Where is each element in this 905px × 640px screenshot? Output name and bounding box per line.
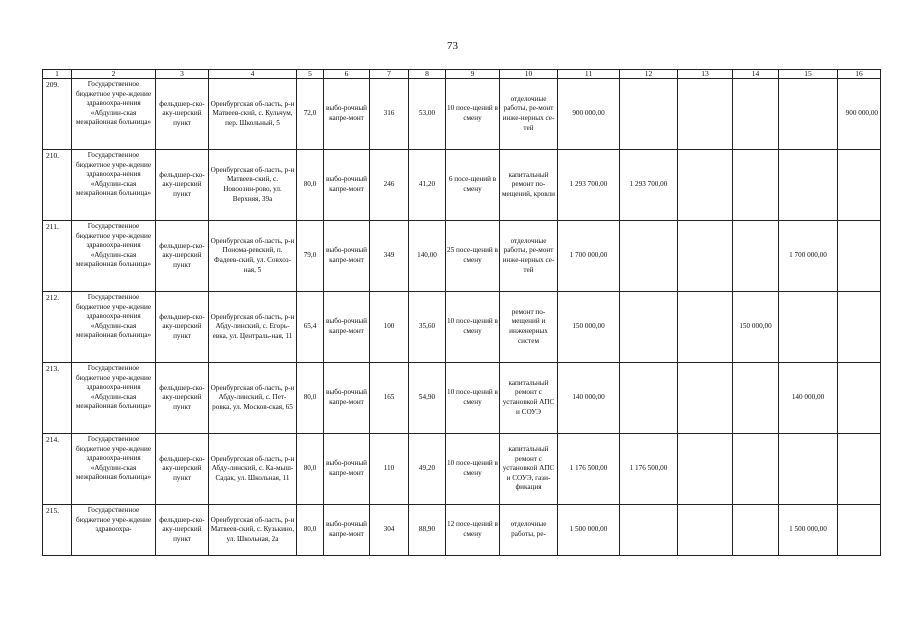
col-16 xyxy=(838,292,881,363)
page-number: 73 xyxy=(447,40,458,52)
work-description: капитальный ремонт с установкой АПС и СОУЭ xyxy=(500,363,558,434)
col-7: 316 xyxy=(370,79,409,150)
table-row xyxy=(43,221,881,292)
total-cost: 900 000,00 xyxy=(558,79,620,150)
col-15: 1 500 000,00 xyxy=(779,505,838,556)
repair-type: выбо-рочный капре-монт xyxy=(324,79,370,150)
table-row xyxy=(43,79,881,150)
total-cost: 140 000,00 xyxy=(558,363,620,434)
total-cost: 150 000,00 xyxy=(558,292,620,363)
repair-type: выбо-рочный капре-монт xyxy=(324,505,370,556)
col-16: 900 000,00 xyxy=(838,79,881,150)
facility-type: фельдшер-ско-аку-шерский пункт xyxy=(156,505,209,556)
area: 80,0 xyxy=(297,363,324,434)
organization-name: Государственное бюджетное учре-ждение здравоохра-нения «Абдулин-ская межрайонная больница» xyxy=(72,79,156,150)
table-row xyxy=(43,292,881,363)
col-16 xyxy=(838,434,881,505)
repair-type: выбо-рочный капре-монт xyxy=(324,434,370,505)
col-7: 246 xyxy=(370,150,409,221)
column-number: 2 xyxy=(72,70,156,79)
organization-name: Государственное бюджетное учре-ждение здравоохра-нения «Абдулин-ская межрайонная больница» xyxy=(72,150,156,221)
work-description: отделочные работы, ре- xyxy=(500,505,558,556)
organization-name: Государственное бюджетное учре-ждение здравоохра-нения «Абдулин-ская межрайонная больница» xyxy=(72,221,156,292)
address: Оренбургская об-ласть, р-н Матвеев-ский, с. Кузькино, ул. Школьная, 2а xyxy=(209,505,297,556)
col-15: 140 000,00 xyxy=(779,363,838,434)
organization-name: Государственное бюджетное учре-ждение здравоохра-нения «Абдулин-ская межрайонная больница» xyxy=(72,292,156,363)
column-number: 10 xyxy=(500,70,558,79)
column-number: 12 xyxy=(620,70,678,79)
col-8: 54,90 xyxy=(409,363,446,434)
row-number: 210. xyxy=(43,150,72,221)
address: Оренбургская об-ласть, р-н Абду-линский, с. Егорь-евка, ул. Централь-ная, 11 xyxy=(209,292,297,363)
table-row xyxy=(43,363,881,434)
col-15 xyxy=(779,434,838,505)
facility-type: фельдшер-ско-аку-шерский пункт xyxy=(156,79,209,150)
col-8: 88,90 xyxy=(409,505,446,556)
total-cost: 1 500 000,00 xyxy=(558,505,620,556)
column-number: 14 xyxy=(733,70,779,79)
column-number: 9 xyxy=(446,70,500,79)
area: 65,4 xyxy=(297,292,324,363)
column-number: 4 xyxy=(209,70,297,79)
col-14 xyxy=(733,505,779,556)
col-15: 1 700 000,00 xyxy=(779,221,838,292)
col-12 xyxy=(620,363,678,434)
col-16 xyxy=(838,363,881,434)
total-cost: 1 176 500,00 xyxy=(558,434,620,505)
area: 80,0 xyxy=(297,505,324,556)
row-number: 213. xyxy=(43,363,72,434)
col-12: 1 293 700,00 xyxy=(620,150,678,221)
area: 80,0 xyxy=(297,150,324,221)
repair-type: выбо-рочный капре-монт xyxy=(324,150,370,221)
column-number: 8 xyxy=(409,70,446,79)
col-14: 150 000,00 xyxy=(733,292,779,363)
col-12 xyxy=(620,505,678,556)
visits-per-shift: 25 посе-щений в смену xyxy=(446,221,500,292)
column-number: 3 xyxy=(156,70,209,79)
col-13 xyxy=(678,292,733,363)
address: Оренбургская об-ласть, р-н Пономa-ревский, п. Фадеев-ский, ул. Совхоз-ная, 5 xyxy=(209,221,297,292)
register-table xyxy=(42,69,881,556)
col-14 xyxy=(733,434,779,505)
col-13 xyxy=(678,363,733,434)
visits-per-shift: 10 посе-щений в смену xyxy=(446,79,500,150)
organization-name: Государственное бюджетное учре-ждение здравоохра-нения «Абдулин-ская межрайонная больница» xyxy=(72,434,156,505)
column-number: 1 xyxy=(43,70,72,79)
address: Оренбургская об-ласть, р-н Абду-линский, с. Пет-ровка, ул. Москов-ская, 65 xyxy=(209,363,297,434)
column-number: 13 xyxy=(678,70,733,79)
organization-name: Государственное бюджетное учре-ждение здравоохра- xyxy=(72,505,156,556)
visits-per-shift: 6 посе-щений в смену xyxy=(446,150,500,221)
col-13 xyxy=(678,79,733,150)
repair-type: выбо-рочный капре-монт xyxy=(324,363,370,434)
row-number: 212. xyxy=(43,292,72,363)
facility-type: фельдшер-ско-аку-шерский пункт xyxy=(156,292,209,363)
col-7: 304 xyxy=(370,505,409,556)
address: Оренбургская об-ласть, р-н Абду-линский, с. Ка-мыш-Садак, ул. Школьная, 11 xyxy=(209,434,297,505)
work-description: отделочные работы, ре-монт инже-нерных се-тей xyxy=(500,221,558,292)
total-cost: 1 293 700,00 xyxy=(558,150,620,221)
col-16 xyxy=(838,505,881,556)
repair-type: выбо-рочный капре-монт xyxy=(324,221,370,292)
col-15 xyxy=(779,79,838,150)
col-13 xyxy=(678,434,733,505)
row-number: 211. xyxy=(43,221,72,292)
address: Оренбургская об-ласть, р-н Матвеев-ский, с. Кульчум, пер. Школьный, 5 xyxy=(209,79,297,150)
col-14 xyxy=(733,221,779,292)
address: Оренбургская об-ласть, р-н Матвеев-ский, с. Новоозин-рово, ул. Верхняя, 39а xyxy=(209,150,297,221)
column-number: 15 xyxy=(779,70,838,79)
col-15 xyxy=(779,292,838,363)
col-14 xyxy=(733,79,779,150)
visits-per-shift: 12 посе-щений в смену xyxy=(446,505,500,556)
facility-type: фельдшер-ско-аку-шерский пункт xyxy=(156,363,209,434)
repair-type: выбо-рочный капре-монт xyxy=(324,292,370,363)
facility-type: фельдшер-ско-аку-шерский пункт xyxy=(156,150,209,221)
col-12 xyxy=(620,221,678,292)
col-7: 165 xyxy=(370,363,409,434)
col-13 xyxy=(678,505,733,556)
col-7: 100 xyxy=(370,292,409,363)
row-number: 215. xyxy=(43,505,72,556)
col-12 xyxy=(620,79,678,150)
column-number-row xyxy=(43,70,881,79)
column-number: 5 xyxy=(297,70,324,79)
col-16 xyxy=(838,221,881,292)
work-description: отделочные работы, ре-монт инже-нерных се-тей xyxy=(500,79,558,150)
col-8: 53,00 xyxy=(409,79,446,150)
organization-name: Государственное бюджетное учре-ждение здравоохра-нения «Абдулин-ская межрайонная больница» xyxy=(72,363,156,434)
col-12: 1 176 500,00 xyxy=(620,434,678,505)
column-number: 11 xyxy=(558,70,620,79)
area: 79,0 xyxy=(297,221,324,292)
col-14 xyxy=(733,363,779,434)
col-8: 140,00 xyxy=(409,221,446,292)
table-row xyxy=(43,150,881,221)
facility-type: фельдшер-ско-аку-шерский пункт xyxy=(156,434,209,505)
col-13 xyxy=(678,150,733,221)
col-14 xyxy=(733,150,779,221)
area: 80,0 xyxy=(297,434,324,505)
col-7: 349 xyxy=(370,221,409,292)
column-number: 6 xyxy=(324,70,370,79)
area: 72,0 xyxy=(297,79,324,150)
col-8: 35,60 xyxy=(409,292,446,363)
col-8: 49,20 xyxy=(409,434,446,505)
col-13 xyxy=(678,221,733,292)
visits-per-shift: 10 посе-щений в смену xyxy=(446,363,500,434)
table-row xyxy=(43,434,881,505)
work-description: ремонт по-мещений и инженерных систем xyxy=(500,292,558,363)
col-16 xyxy=(838,150,881,221)
work-description: капитальный ремонт по-мещений, кровли xyxy=(500,150,558,221)
work-description: капитальный ремонт с установкой АПС и СОУЭ, гази-фикация xyxy=(500,434,558,505)
col-8: 41,20 xyxy=(409,150,446,221)
visits-per-shift: 10 посе-щений в смену xyxy=(446,434,500,505)
total-cost: 1 700 000,00 xyxy=(558,221,620,292)
table-row xyxy=(43,505,881,556)
visits-per-shift: 10 посе-щений в смену xyxy=(446,292,500,363)
column-number: 7 xyxy=(370,70,409,79)
column-number: 16 xyxy=(838,70,881,79)
col-15 xyxy=(779,150,838,221)
row-number: 209. xyxy=(43,79,72,150)
row-number: 214. xyxy=(43,434,72,505)
col-7: 110 xyxy=(370,434,409,505)
col-12 xyxy=(620,292,678,363)
facility-type: фельдшер-ско-аку-шерский пункт xyxy=(156,221,209,292)
